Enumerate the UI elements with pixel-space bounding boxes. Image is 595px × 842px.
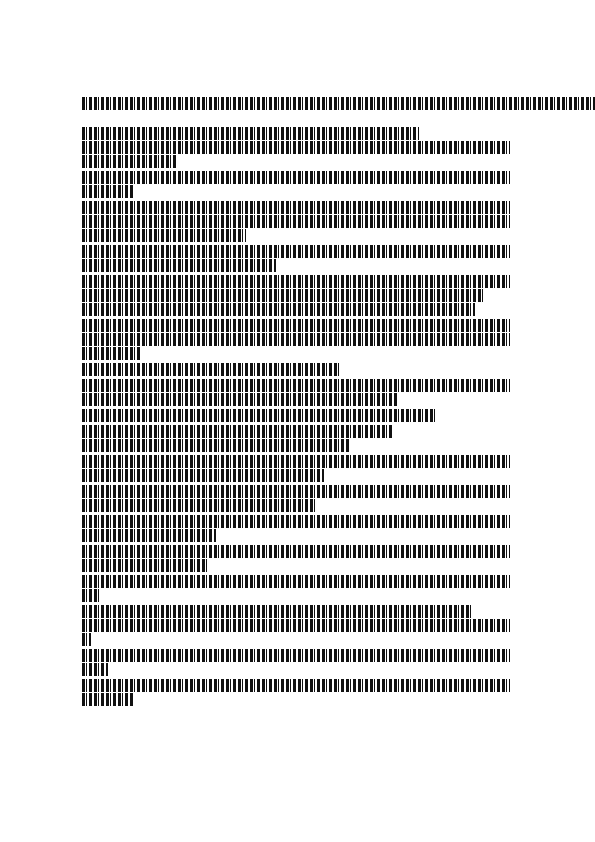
text-line bbox=[82, 245, 514, 258]
text-line bbox=[82, 559, 514, 572]
text-line-glyphs bbox=[82, 363, 341, 376]
text-line-glyphs bbox=[82, 619, 510, 632]
text-line-glyphs bbox=[82, 575, 510, 588]
text-line bbox=[82, 485, 514, 498]
text-line-glyphs bbox=[82, 289, 484, 302]
text-line-glyphs bbox=[82, 171, 510, 184]
text-line-glyphs bbox=[82, 545, 510, 558]
text-line-glyphs bbox=[82, 185, 134, 198]
text-line-glyphs bbox=[82, 633, 91, 646]
text-line-glyphs bbox=[82, 455, 510, 468]
text-line-glyphs bbox=[82, 319, 510, 332]
text-line-glyphs bbox=[82, 693, 134, 706]
text-line bbox=[82, 409, 514, 422]
text-line bbox=[82, 229, 514, 242]
text-line bbox=[82, 469, 514, 482]
text-line bbox=[82, 455, 514, 468]
text-line bbox=[82, 185, 514, 198]
text-line bbox=[82, 363, 514, 376]
text-line bbox=[82, 529, 514, 542]
text-line bbox=[82, 679, 514, 692]
text-line bbox=[82, 693, 514, 706]
text-line-glyphs bbox=[82, 201, 510, 214]
text-line-glyphs bbox=[82, 229, 246, 242]
text-line bbox=[82, 289, 514, 302]
text-line-glyphs bbox=[82, 259, 276, 272]
text-line-glyphs bbox=[82, 439, 350, 452]
text-line bbox=[82, 303, 514, 316]
text-line bbox=[82, 171, 514, 184]
text-line bbox=[82, 575, 514, 588]
text-line-glyphs bbox=[82, 379, 510, 392]
text-line-glyphs bbox=[82, 347, 142, 360]
text-line-glyphs bbox=[82, 649, 510, 662]
text-line-glyphs bbox=[82, 333, 510, 346]
text-line bbox=[82, 545, 514, 558]
text-line bbox=[82, 439, 514, 452]
text-line bbox=[82, 333, 514, 346]
text-line-glyphs bbox=[82, 679, 510, 692]
text-line bbox=[82, 141, 514, 154]
text-line bbox=[82, 347, 514, 360]
text-line-glyphs bbox=[82, 393, 397, 406]
text-line-glyphs bbox=[82, 409, 436, 422]
text-line-glyphs bbox=[82, 303, 475, 316]
text-line bbox=[82, 127, 514, 140]
document-heading bbox=[82, 97, 595, 110]
text-line-glyphs bbox=[82, 275, 510, 288]
text-line-glyphs bbox=[82, 515, 510, 528]
text-line bbox=[82, 499, 514, 512]
text-line bbox=[82, 379, 514, 392]
text-line bbox=[82, 155, 514, 168]
text-line bbox=[82, 633, 514, 646]
text-line bbox=[82, 393, 514, 406]
text-line-glyphs bbox=[82, 559, 207, 572]
document-body bbox=[82, 127, 514, 707]
text-line-glyphs bbox=[82, 215, 510, 228]
text-line-glyphs bbox=[82, 469, 324, 482]
text-line bbox=[82, 589, 514, 602]
text-line bbox=[82, 259, 514, 272]
text-line bbox=[82, 319, 514, 332]
text-line-glyphs bbox=[82, 155, 177, 168]
text-line bbox=[82, 201, 514, 214]
text-line bbox=[82, 649, 514, 662]
text-line-glyphs bbox=[82, 663, 108, 676]
text-line bbox=[82, 619, 514, 632]
text-line-glyphs bbox=[82, 605, 471, 618]
text-line bbox=[82, 663, 514, 676]
text-line-glyphs bbox=[82, 589, 99, 602]
text-line-glyphs bbox=[82, 141, 510, 154]
text-line bbox=[82, 275, 514, 288]
text-line-glyphs bbox=[82, 127, 419, 140]
text-line bbox=[82, 605, 514, 618]
text-line bbox=[82, 215, 514, 228]
text-line-glyphs bbox=[82, 485, 510, 498]
text-line-glyphs bbox=[82, 425, 393, 438]
text-line-glyphs bbox=[82, 529, 216, 542]
text-line-glyphs bbox=[82, 499, 315, 512]
text-line bbox=[82, 425, 514, 438]
text-line-glyphs bbox=[82, 245, 510, 258]
text-line bbox=[82, 515, 514, 528]
